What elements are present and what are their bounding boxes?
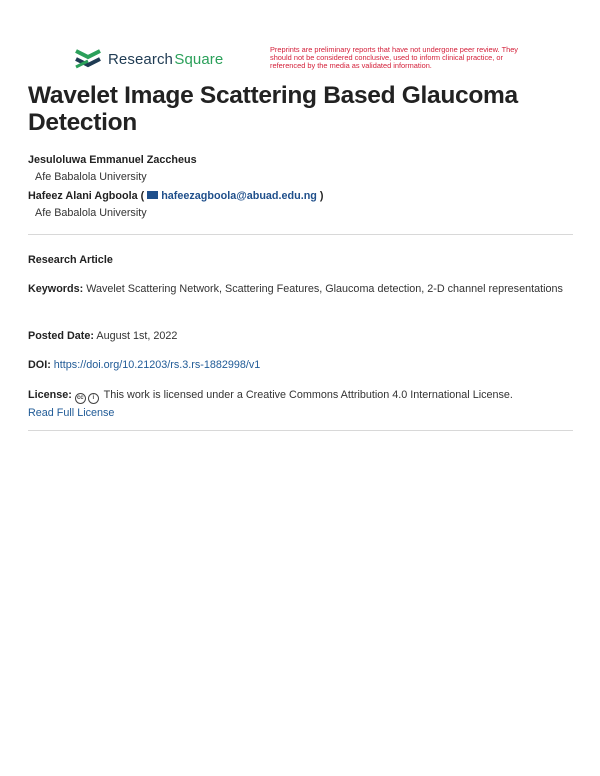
author-name-1: Jesuloluwa Emmanuel Zaccheus [28,154,197,166]
research-square-logo[interactable] [74,48,223,70]
doi [28,357,568,375]
license-text: This work is licensed under a Creative Commons Attribution 4.0 International License. [103,389,513,401]
posted-date-label: Posted Date: [28,330,94,342]
preprint-disclaimer: Preprints are preliminary reports that have not undergone peer review. They should not be considered conclusive, used to inform clinical practice, or referenced by the media as validated information. [270,45,518,71]
author-email: hafeezagboola@abuad.edu.ng [161,190,317,202]
doi-link[interactable]: https://doi.org/10.21203/rs.3.rs-1882998/v1 [53,359,261,371]
author-email-link[interactable] [147,190,317,202]
author-affiliation-1: Afe Babalola University [35,171,147,183]
article-type [28,252,568,270]
read-full-license-link[interactable]: Read Full License [28,406,115,419]
keywords-value: Wavelet Scattering Network, Scattering Features, Glaucoma detection, 2-D channel representations [86,283,563,295]
brand-name-square: Square [174,50,224,68]
author-name-2: Hafeez Alani Agboola [28,190,138,202]
author-2: Hafeez Alani Agboola ( hafeezagboola@abuad.edu.ng ) [28,190,324,202]
cc-by-icon: i [88,393,99,404]
license [28,387,568,422]
divider-bottom [28,430,573,431]
keywords [28,281,568,299]
keywords-label: Keywords: [28,283,84,295]
license-label: License: [28,389,72,401]
cc-icon: cc [75,393,86,404]
research-square-logo-icon [74,48,102,70]
article-type-label: Research Article [28,254,113,266]
brand-name-research: Research [108,50,173,68]
paper-title: Wavelet Image Scattering Based Glaucoma Detection [28,82,518,136]
doi-label: DOI: [28,359,51,371]
posted-date-value: August 1st, 2022 [96,330,178,342]
author-affiliation-2: Afe Babalola University [35,207,147,219]
email-icon [147,191,158,199]
posted-date [28,328,568,346]
brand-name [108,51,223,68]
divider-top [28,234,573,235]
